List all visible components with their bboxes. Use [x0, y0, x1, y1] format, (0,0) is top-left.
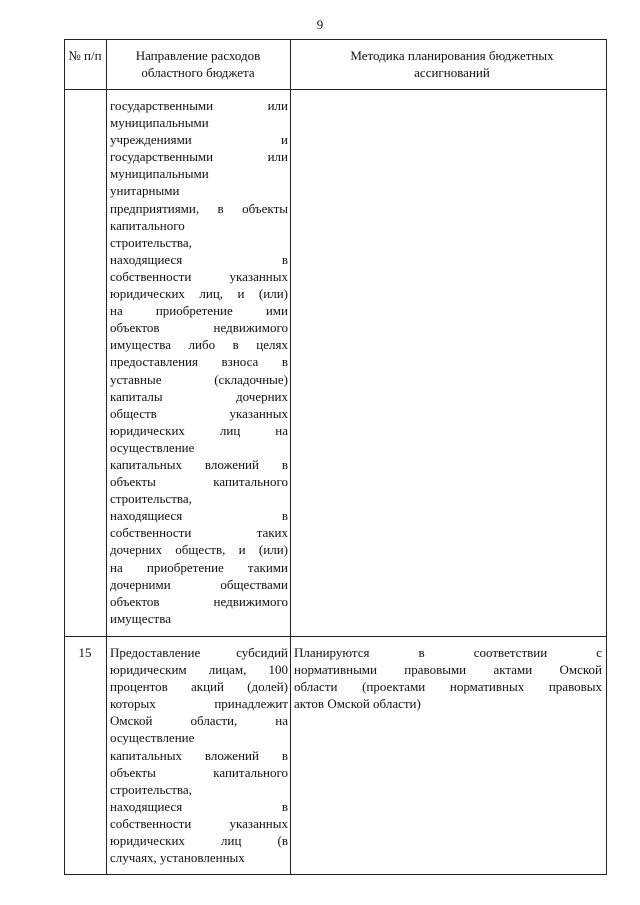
text-line: муниципальными: [110, 115, 209, 131]
text-line: уставные (складочные): [110, 371, 288, 387]
text-line: находящиеся в: [110, 251, 288, 267]
text-line: муниципальными: [110, 166, 209, 182]
text-line: которых принадлежит: [110, 696, 288, 712]
continued-direction-text: [110, 97, 288, 627]
text-line: на приобретение ими: [110, 303, 288, 319]
text-line: объектов недвижимого: [110, 593, 288, 609]
text-line: дочерними обществами: [110, 576, 288, 592]
text-line: собственности указанных: [110, 268, 288, 284]
text-line: капитального: [110, 217, 185, 233]
text-line: имущества либо в целях: [110, 337, 288, 353]
text-line: капиталы дочерних: [110, 388, 288, 404]
text-line: процентов акций (долей): [110, 679, 288, 695]
text-line: унитарными: [110, 183, 180, 199]
text-line: актов Омской области): [294, 696, 421, 712]
row-15-method-text: [294, 644, 602, 712]
text-line: дочерних обществ, и (или): [110, 542, 288, 558]
table-border-left: [64, 39, 65, 875]
table-divider-2: [290, 39, 291, 875]
text-line: учреждениями и: [110, 132, 288, 148]
text-line: юридическим лицам, 100: [110, 662, 288, 678]
text-line: области (проектами нормативных правовых: [294, 679, 602, 695]
text-line: находящиеся в: [110, 508, 288, 524]
text-line: Омской области, на: [110, 713, 288, 729]
text-line: имущества: [110, 610, 171, 626]
text-line: обществ указанных: [110, 405, 288, 421]
row-divider: [64, 636, 607, 637]
text-line: Планируются в соответствии с: [294, 645, 602, 660]
text-line: юридических лиц, и (или): [110, 286, 288, 302]
text-line: строительства,: [110, 234, 192, 250]
header-divider: [64, 89, 607, 90]
text-line: капитальных вложений в: [110, 747, 288, 763]
text-line: собственности указанных: [110, 815, 288, 831]
text-line: объектов недвижимого: [110, 320, 288, 336]
text-line: государственными или: [110, 98, 288, 113]
table-border-bottom: [64, 874, 607, 875]
header-direction: Направление расходов областного бюджета: [135, 48, 261, 80]
header-method: Методика планирования бюджетных ассигнований: [350, 48, 554, 80]
table-border-top: [64, 39, 607, 40]
row-15-direction-text: [110, 644, 288, 866]
text-line: находящиеся в: [110, 798, 288, 814]
text-line: осуществление: [110, 439, 195, 455]
text-line: предприятиями, в объекты: [110, 200, 288, 216]
header-number: № п/п: [68, 48, 102, 63]
text-line: юридических лиц на: [110, 422, 288, 438]
text-line: капитальных вложений в: [110, 456, 288, 472]
text-line: Предоставление субсидий: [110, 645, 288, 660]
budget-table: [64, 39, 607, 875]
table-border-right: [606, 39, 607, 875]
text-line: объекты капитального: [110, 474, 288, 490]
table-divider-1: [106, 39, 107, 875]
text-line: строительства,: [110, 781, 192, 797]
text-line: осуществление: [110, 730, 195, 746]
text-line: строительства,: [110, 491, 192, 507]
row-15-number: 15: [78, 645, 92, 660]
text-line: предоставления взноса в: [110, 354, 288, 370]
text-line: государственными или: [110, 149, 288, 165]
text-line: объекты капитального: [110, 764, 288, 780]
text-line: собственности таких: [110, 525, 288, 541]
text-line: юридических лиц (в: [110, 833, 288, 849]
text-line: нормативными правовыми актами Омской: [294, 662, 602, 678]
page-number: 9: [316, 17, 324, 32]
text-line: случаях, установленных: [110, 850, 245, 866]
text-line: на приобретение такими: [110, 559, 288, 575]
